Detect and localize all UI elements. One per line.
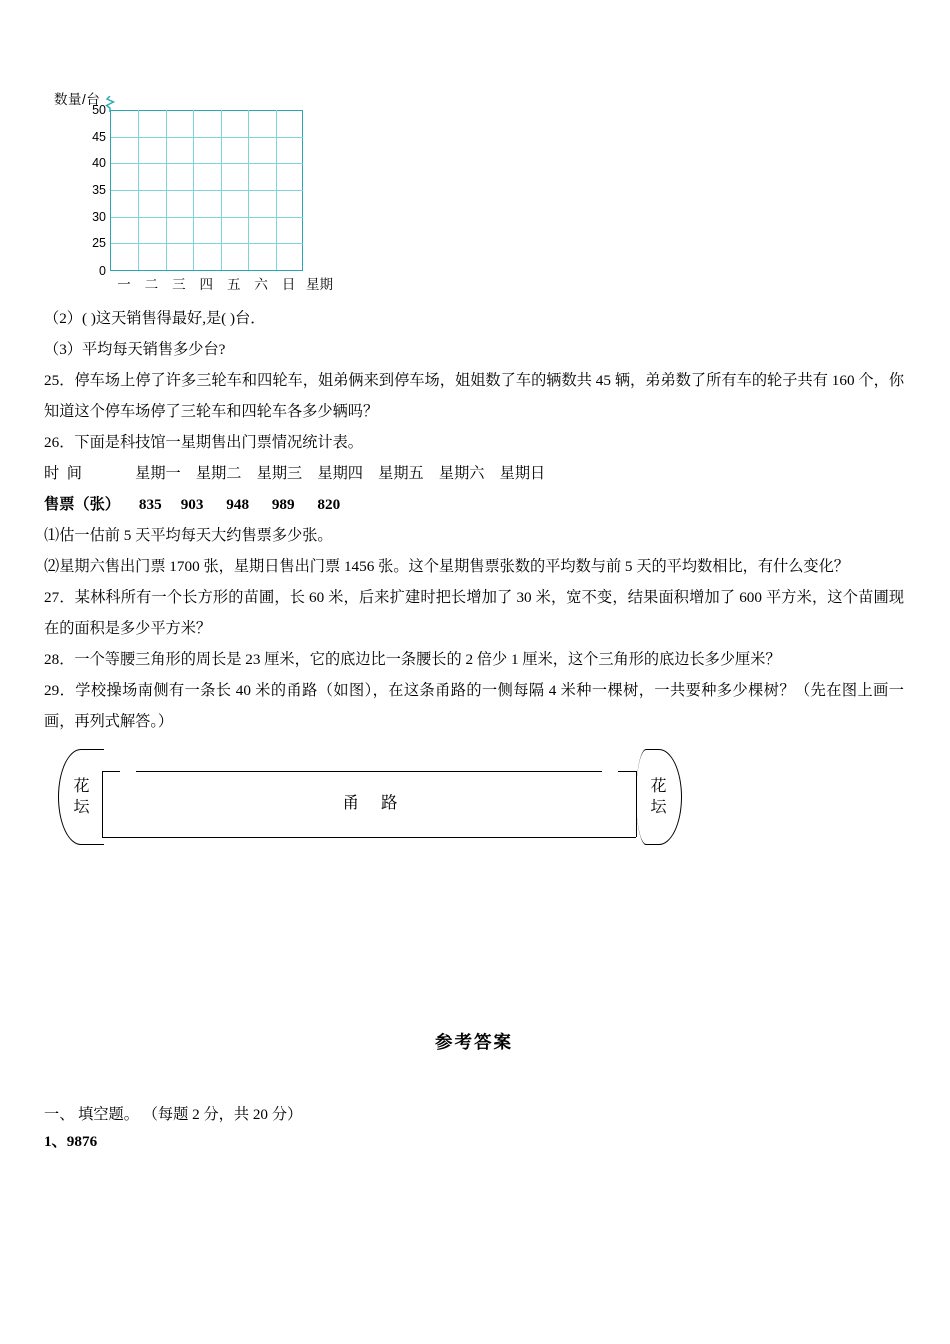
ticket-table-row: 售票（张） 835 903 948 989 820: [44, 496, 341, 513]
road-figure: [50, 749, 904, 869]
question-29: 29．学校操场南侧有一条长 40 米的甬路（如图），在这条甬路的一侧每隔 4 米种一棵树，一共要种多少棵树？（先在图上画一画，再列式解答。）: [44, 682, 904, 730]
chart-x-axis-unit: 星期: [306, 277, 333, 292]
chart-gridline-horizontal: [111, 137, 303, 138]
chart-gridline-horizontal: [111, 163, 303, 164]
chart-y-tick: 0: [99, 264, 106, 278]
road-label: 甬路: [342, 793, 420, 812]
chart-y-tick: 30: [92, 209, 106, 224]
question-26-1: ⑴估一估前 5 天平均每天大约售票多少张。: [44, 527, 333, 544]
flower-bed-right-char-1: 花: [650, 778, 667, 795]
chart-y-axis-title: 数量/台: [54, 92, 101, 107]
axis-break-icon: [105, 96, 115, 112]
question-24-3: （3）平均每天销售多少台?: [44, 341, 226, 358]
road-top-gap-left: [120, 771, 136, 774]
question-28: 28．一个等腰三角形的周长是 23 厘米，它的底边比一条腰长的 2 倍少 1 厘米，这个三角形的底边长多少厘米？: [44, 651, 781, 668]
chart-x-tick: 五: [226, 277, 241, 292]
chart-x-tick: 六: [254, 277, 268, 292]
chart-x-tick-row: [110, 273, 340, 293]
question-25: 25．停车场上停了许多三轮车和四轮车，姐弟俩来到停车场，姐姐数了车的辆数共 45 辆，弟弟数了所有车的轮子共有 160 个，你知道这个停车场停了三轮车和四轮车各多少辆吗？: [44, 372, 904, 420]
question-24-2: （2）( )这天销售得最好,是( )台．: [44, 310, 266, 327]
chart-y-tick: 35: [92, 183, 106, 197]
chart-gridline-horizontal: [111, 217, 303, 218]
chart-y-tick: 25: [92, 236, 106, 251]
question-26-2: ⑵星期六售出门票 1700 张，星期日售出门票 1456 张。这个星期售票张数的平均数与前 5 天的平均数相比，有什么变化？: [44, 558, 849, 575]
chart-grid-top-edge: [111, 110, 303, 111]
road-bottom-edge: [102, 837, 636, 838]
question-27: 27．某林科所有一个长方形的苗圃，长 60 米，后来扩建时把长增加了 30 米，宽不变，结果面积增加了 600 平方米，这个苗圃现在的面积是多少平方米？: [44, 589, 904, 637]
chart-x-tick: 四: [199, 277, 214, 292]
answers-section-1: 一、 填空题。 （每题 2 分，共 20 分）: [44, 1106, 303, 1123]
flower-bed-left-char-1: 花: [73, 778, 90, 795]
chart-y-tick: 40: [92, 156, 106, 171]
chart-x-tick: 日: [281, 277, 296, 292]
answer-item-1: 1、9876: [44, 1133, 98, 1150]
road-top-edge: [102, 771, 636, 772]
road-top-gap-right: [602, 771, 618, 774]
flower-bed-right-char-2: 坛: [650, 799, 667, 816]
chart-grid: [110, 110, 303, 271]
chart-y-tick: 50: [92, 103, 106, 117]
page-content: [44, 0, 904, 1154]
chart-y-tick-column: [66, 103, 106, 278]
chart-x-tick: 一: [117, 277, 131, 292]
chart-y-tick: 45: [92, 129, 106, 144]
chart-gridline-horizontal: [111, 243, 303, 244]
sales-chart: [44, 88, 904, 303]
chart-x-tick: 二: [144, 277, 159, 292]
flower-bed-left-char-2: 坛: [73, 799, 90, 816]
question-26: 26．下面是科技馆一星期售出门票情况统计表。: [44, 434, 363, 451]
ticket-table-header: 时 间 星期一 星期二 星期三 星期四 星期五 星期六 星期日: [44, 465, 546, 482]
chart-gridline-horizontal: [111, 190, 303, 191]
chart-x-tick: 三: [172, 277, 186, 292]
answers-title: 参考答案: [435, 1032, 513, 1052]
